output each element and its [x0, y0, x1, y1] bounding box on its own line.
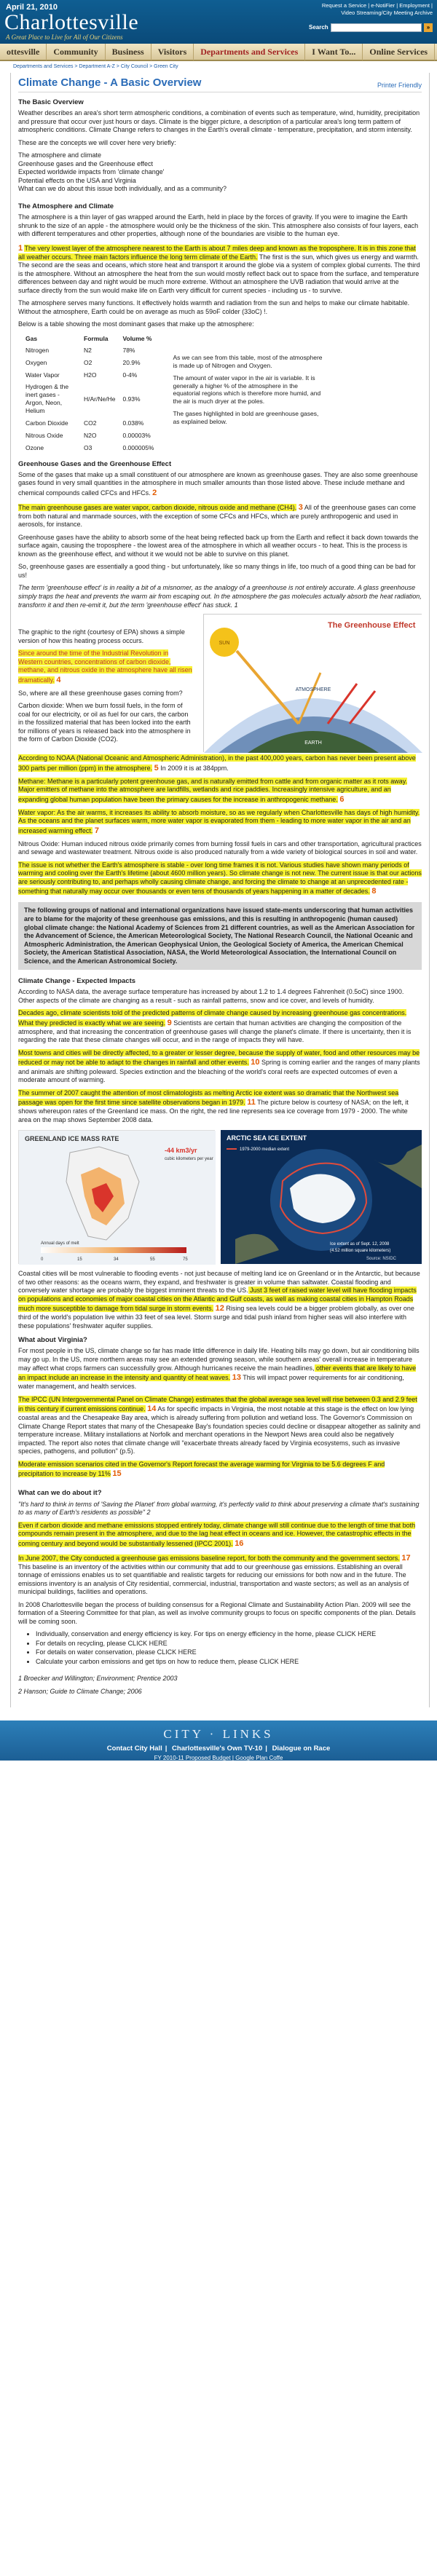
paragraph-text: This will impact power requirements for air conditioning, water management, and health services. [18, 1374, 404, 1391]
search-go-button[interactable]: » [424, 23, 433, 32]
paragraph-text: In 2009 it is at 384ppm. [158, 764, 229, 772]
table-header: Gas [25, 334, 38, 342]
header-date: April 21, 2010 [6, 3, 58, 12]
title-bar [18, 76, 422, 92]
highlighted-text: Most towns and cities will be directly affected, to a greater or lesser degree, because the supply of water, food and other resources may be reduced or may not be able to adapt to the changes in rainfall and other events. [18, 1048, 420, 1067]
action-p1 [18, 1522, 422, 1549]
table-row [25, 369, 161, 382]
highlighted-text: According to NOAA (National Oceanic and Atmospheric Administration), in the past 400,000 years, carbon has never been present above 300 parts per million (ppm) in the atmosphere. [18, 754, 416, 772]
concept-5: What can we do about this issue both individually, and as a community? [18, 185, 227, 193]
water-vapor-para [18, 809, 422, 836]
table-cell: 0.038% [122, 419, 144, 427]
greenhouse-p3: Greenhouse gases have the ability to absorb some of the heat being reflected back up from the Earth and reflect it back down towards the surface again, causing the troposphere - the lowest area of the atmosphere in which all weather occurs - to heat. This is the process is known as the greenhouse effect, and without it we would not be able to survive on this planet. [18, 533, 419, 558]
gas-notes [173, 333, 326, 454]
concept-4: Potential effects on the USA and Virginia [18, 176, 136, 184]
gas-note: As we can see from this table, most of the atmosphere is made up of Nitrogen and Oxygen. [173, 353, 323, 369]
nav-item-online-services[interactable]: Online Services [363, 43, 435, 60]
annotation-number: 5 [154, 763, 159, 773]
greenhouse-p4: So, greenhouse gases are essentially a good thing - but unfortunately, like so many things in life, too much of a good thing can be bad for us! [18, 563, 416, 579]
gas-table [25, 333, 161, 454]
site-tagline: A Great Place to Live for All of Our Citizens [6, 33, 123, 41]
annotation-number: 11 [247, 1098, 256, 1107]
table-cell: 0-4% [122, 371, 138, 379]
summer-para [18, 1089, 422, 1125]
paragraph-text: For most people in the US, climate change so far has made little difference in daily life. Heating bills may go down, but air conditioning bills may go up. In the US, more northern areas may see an extended growing season, while southern areas' overall increase in temperature may affect what crops farmers can successfully grow. Although hurricanes receive the main headlines, [18, 1347, 420, 1372]
highlighted-text: Decades ago, climate scientists told of the predicted patterns of climate change caused by increasing greenhouse gas concentrations. What they predicted is exactly what we are seeing. [18, 1009, 407, 1027]
noaa-para [18, 754, 422, 773]
greenhouse-quote: The term 'greenhouse effect' is in reality a bit of a misnomer, as the analogy of a greenhouse is not entirely accurate. A glass greenhouse simply traps the heat and prevents the warm air from escaping out. In the atmosphere the gas molecules actually absorb the heat radiation, transform it and then re-emit it, but the term 'greenhouse effect' has stuck. 1 [18, 584, 422, 609]
highlighted-text: The IPCC (UN Intergovernmental Panel on Climate Change) estimates that the global average sea level will rise between 0.3 and 2.9 feet in this century if current emissions continue. [18, 1395, 417, 1413]
atmosphere-p1: The atmosphere is a thin layer of gas wrapped around the Earth, held in place by the forces of gravity. If you were to imagine the Earth shrunk to the size of an apple - the atmosphere would only be the thickness of the skin. This atmosphere also consists of four layers, each with different temperatures and other properties, although none of the boundaries are visible to the human eye. [18, 213, 419, 238]
highlighted-text: Moderate emission scenarios cited in the Governor's Report forecast the average warming for Virginia to be 5.6 degrees F and precipitation to increase by 11% [18, 1460, 385, 1478]
table-cell: N2O [84, 431, 97, 439]
footer-links-2[interactable]: FY 2010-11 Proposed Budget | Google Plan Coffe [154, 1755, 283, 1762]
annotation-number: 1 [18, 243, 23, 253]
table-cell: Oxygen [25, 358, 47, 366]
highlighted-text: Since around the time of the Industrial Revolution in Western countries, concentrations of carbon dioxide, methane, and nitrous oxide in the atmosphere have all risen dramatically. [18, 649, 192, 684]
heading-action: What can we do about it? [18, 1489, 102, 1498]
gas-note: The gases highlighted in bold are greenhouse gases, as explained below. [173, 410, 319, 426]
virginia-p1 [18, 1347, 422, 1391]
virginia-p2 [18, 1396, 422, 1456]
highlighted-text: Methane: Methane is a particularly potent greenhouse gas, and is naturally emitted from cattle and from organic matter as it rots away. Major emitters of methane into the atmosphere are landfills, wetlands and rice paddies. Increasingly intensive agriculture, and an expanding global human population have been the primary causes for the increase in anthropogenic methane. [18, 777, 408, 803]
virginia-p3 [18, 1461, 422, 1479]
scale-tick: 34 [114, 1257, 119, 1263]
heading-impacts: Climate Change - Expected Impacts [18, 977, 136, 986]
page-title: Climate Change - A Basic Overview [18, 76, 202, 89]
coastal-para [18, 1270, 422, 1330]
heading-basic-overview: The Basic Overview [18, 98, 84, 107]
table-cell: Hydrogen & the inert gases - Argon, Neon, Helium [25, 383, 69, 415]
list-item[interactable]: • Individually, conservation and energy efficiency is key. For tips on energy efficiency in the home, please CLICK HERE [36, 1630, 422, 1639]
gas-note: The amount of water vapor in the air is variable. It is generally a higher % of the atmosphere in the equatorial regions which is therefore more humid, and the air is much dryer at the poles. [173, 374, 321, 406]
decades-para [18, 1009, 422, 1045]
heading-greenhouse: Greenhouse Gases and the Greenhouse Effect [18, 459, 172, 468]
annotation-number: 4 [56, 675, 61, 684]
scale-tick: 0 [41, 1257, 44, 1263]
table-row [25, 417, 161, 430]
greenland-map-svg [19, 1131, 216, 1265]
table-row [25, 430, 161, 442]
table-row [25, 344, 161, 357]
heading-atmosphere: The Atmosphere and Climate [18, 202, 114, 210]
nav-item-community[interactable]: Community [47, 43, 105, 60]
table-cell: N2 [84, 346, 92, 354]
annotation-number: 6 [339, 794, 345, 804]
greenhouse-graphic-section [18, 614, 422, 752]
content-frame [10, 73, 430, 1707]
sun-label: SUN [219, 641, 230, 647]
arctic-map-svg [221, 1130, 422, 1264]
nav-item-visitors[interactable]: Visitors [151, 43, 194, 60]
scale-tick: 15 [77, 1257, 82, 1263]
search-input[interactable] [331, 23, 422, 32]
issue-para [18, 861, 422, 897]
table-cell: Carbon Dioxide [25, 419, 68, 427]
table-cell: H/Ar/Ne/He [84, 395, 116, 403]
paragraph-text: The first is the sun, which gives us energy and warmth. The second are the seas and oceans, which store heat and transport it around the globe via a system of complex global currents. The third is the atmosphere. Without an atmosphere the heat from the sun would mostly reflect back out to space from the surface, and temperature differences between day and night would be much more extreme. Without an atmosphere the UVB radiation that would arrive at the surface directly from the sun would make life on Earth very difficult for current species - including us - to survive. [18, 253, 420, 294]
table-cell: O3 [84, 443, 92, 451]
greenhouse-p2 [18, 502, 422, 529]
highlighted-text: Water vapor: As the air warms, it increases its ability to absorb moisture, so as we regularly when Charlottesville has days of high humidity. As the oceans and the planet surfaces warm, more water vapor is evaporated from them - leading to more water vapor in the air and an increased warming effect. [18, 808, 420, 834]
list-item[interactable]: • For details on recycling, please CLICK HERE [36, 1640, 422, 1648]
scale-tick: 75 [183, 1257, 188, 1263]
footer-link-tv10[interactable]: Charlottesville's Own TV-10 [172, 1745, 263, 1753]
concept-2: Greenhouse gases and the Greenhouse effect [18, 159, 153, 167]
action-p2 [18, 1553, 422, 1597]
greenland-ice-chart [18, 1130, 215, 1264]
table-header-row [25, 333, 161, 344]
greenhouse-p1 [18, 471, 422, 498]
table-cell: Nitrous Oxide [25, 431, 63, 439]
so-where-para: So, where are all these greenhouse gases coming from? [18, 689, 183, 697]
earth-label: EARTH [304, 740, 322, 746]
most-towns-para [18, 1049, 422, 1085]
heading-virginia: What about Virginia? [18, 1336, 87, 1345]
city-links-logo: CITY · LINKS [163, 1727, 274, 1742]
greenhouse-diagram-svg [204, 615, 422, 753]
melt-scale-bar [41, 1247, 186, 1253]
annotation-number: 3 [298, 502, 303, 512]
scale-tick: 55 [150, 1257, 155, 1263]
table-cell: 78% [122, 346, 135, 354]
greenland-rate-value: -44 km3/yr [165, 1147, 197, 1155]
nav-item-home[interactable]: ottesville [0, 43, 47, 60]
annotation-number: 13 [232, 1373, 241, 1383]
graphic-text-column [18, 614, 193, 748]
highlighted-text: The main greenhouse gases are water vapor, carbon dioxide, nitrous oxide and methane (CH4). [18, 503, 297, 511]
header-link-row-1[interactable]: Request a Service | e-NotiFier | Employment | [321, 2, 433, 9]
scale-label: Annual days of melt [41, 1241, 79, 1246]
table-row [25, 442, 161, 454]
footer-links: Contact City Hall | Charlottesville's Own TV-10 | Dialogue on Race [106, 1745, 331, 1753]
main-nav [0, 44, 437, 61]
table-header: Volume % [122, 334, 152, 342]
table-cell: Nitrogen [25, 346, 50, 354]
organizations-callout: The following groups of national and international organizations have issued state-ments underscoring that human activities are to blame for the majority of these greenhouse gas emissions, and this is resulting in anthropogenic (human caused) global climate change: the National Academy of Sciences from 21 different countries, as well as the American Association for the Advancement of Science, the American Meteorological Society, The National Research Council, the National Oceanic and Atmospheric Administration, the American Geophysical Union, the Geological Society of America, the American Chemical Society, the American Statistical Association, NASA, the World Meteorological Association, the International Council on Science, and the American Astronomical Society. [18, 902, 422, 970]
site-header [0, 0, 437, 44]
table-cell: 0.000005% [122, 443, 154, 451]
site-footer [0, 1720, 437, 1761]
table-cell: H2O [84, 371, 97, 379]
industrial-para [18, 649, 193, 685]
footer-link-contact[interactable]: Contact City Hall [106, 1745, 162, 1753]
arctic-chart-title: ARCTIC SEA ICE EXTENT [227, 1134, 307, 1142]
diagram-title: The Greenhouse Effect [328, 621, 416, 631]
greenhouse-effect-diagram [203, 614, 422, 752]
highlighted-text: Even if carbon dioxide and methane emissions stopped entirely today, climate change will still continue due to the length of time that both compounds remain present in the atmosphere, and due to the lag heat effect in oceans and ice. However, the catastrophic effects in the coming century and beyond would be substantially lessened (IPCC 2001). [18, 1521, 416, 1547]
gas-table-lead: Below is a table showing the most dominant gases that make up the atmosphere: [18, 320, 254, 328]
reference-1: 1 Broecker and Willington; Environment; Prentice 2003 [18, 1675, 178, 1683]
nav-item-departments[interactable]: Departments and Services [194, 43, 305, 60]
gas-section [25, 333, 422, 454]
nav-item-i-want-to[interactable]: I Want To... [305, 43, 363, 60]
annotation-number: 9 [167, 1018, 172, 1027]
co2-para: Carbon dioxide: When we burn fossil fuels, in the form of coal for our electricity, or oil as fuel for our cars, the carbon in the fossilized material that has been locked into the earth for millions of years is released back into the atmosphere in the form of Carbon Dioxide (CO2). [18, 702, 191, 743]
paragraph-text: This baseline is an inventory of the activities within our community that add to our greenhouse gas emissions. Establishing an overall tonnage of emissions enables us to set quantifiable and realistic targets for reducing our emissions for both now and in the future. The emissions inventory is an analysis of City residential, commercial, industrial, transportation and waste sectors; as well as an analysis of municipal buildings, facilities and operations. [18, 1562, 409, 1596]
printer-friendly-link[interactable]: Printer Friendly [377, 81, 422, 89]
highlighted-text: The summer of 2007 caught the attention of most climatologists as melting Arctic ice extent was so dramatic that the Northwest sea passage was open for the first time since satellite observations began in 1979. [18, 1089, 399, 1107]
arctic-legend: 1979-2000 median extent [240, 1147, 290, 1153]
table-header: Formula [84, 334, 109, 342]
concepts-lead: These are the concepts we will cover here very briefly: [18, 138, 176, 146]
annotation-number: 2 [152, 488, 157, 497]
highlighted-text: other events that are likely to have an impact include an increase in the intensity and quantity of heat waves. [18, 1364, 417, 1382]
tips-list [36, 1630, 422, 1666]
annotation-number: 16 [235, 1538, 244, 1548]
paragraph-text: Some of the gases that make up a small constituent of our atmosphere are known as greenhouse gases. They are also some greenhouse gases found in very small quantities in the atmosphere in much smaller amounts than those listed above. These include methane and chemical compounds called CFCs and HFCs. [18, 470, 418, 497]
annotation-number: 14 [147, 1404, 157, 1414]
table-cell: 0.00003% [122, 431, 151, 439]
nitrous-oxide-para: Nitrous Oxide: Human induced nitrous oxide primarily comes from burning fossil fuels in cars and other transportation, agricultural practices and sewage and wastewater treatment. Nitrous oxide is also produced naturally from a wide variety of biological sources in soil and water. [18, 839, 422, 856]
header-link-row-2[interactable]: Video Streaming/City Meeting Archive [341, 9, 433, 17]
header-search [309, 22, 433, 33]
paragraph-text: Coastal cities will be most vulnerable to flooding events - not just because of melting land ice on Greenland or in the Antarctic, but because of two other reasons: as the oceans warm, they expand, and freshwater is greater in volume than saltwater. Coastal flooding and conversely water shortage are probably the biggest imminent threats to the US. [18, 1270, 420, 1295]
atmosphere-p3: The atmosphere serves many functions. It effectively holds warmth and radiation from the sun and helps to make our climate habitable. Without the atmosphere, Earth could be on average as much as 59oF colder (33oC) !. [18, 299, 410, 315]
arctic-caption: Ice extent as of Sept. 12, 2008 [330, 1242, 390, 1247]
arctic-caption-2: (4.52 million square kilometers) [330, 1249, 391, 1254]
atmosphere-label: ATMOSPHERE [295, 687, 331, 693]
concept-1: The atmosphere and climate [18, 151, 102, 159]
table-cell: Water Vapor [25, 371, 60, 379]
highlighted-text: In June 2007, the City conducted a greenhouse gas emissions baseline report, for both the community and the government sectors. [18, 1554, 400, 1562]
table-row [25, 357, 161, 369]
overview-intro: Weather describes an area's short term atmospheric conditions, a combination of events such as temperature, wind, humidity, precipitation and pressure that occur over just hours or days. Climate is the bigger picture, a description of a particular area's long term pattern of atmospheric conditions. Climate Change refers to changes in the Earth's overall climate - temperature, precipitation, and storm intensity. [18, 109, 420, 134]
arctic-sea-ice-chart [221, 1130, 422, 1264]
table-cell: 0.93% [122, 395, 141, 403]
footer-link-dialogue[interactable]: Dialogue on Race [272, 1745, 331, 1753]
search-label: Search [309, 23, 328, 31]
nav-item-business[interactable]: Business [106, 43, 151, 60]
annotation-number: 10 [251, 1058, 260, 1067]
table-cell: 20.9% [122, 358, 141, 366]
list-item[interactable]: • Calculate your carbon emissions and get tips on how to reduce them, please CLICK HERE [36, 1658, 422, 1667]
highlighted-text: The issue is not whether the Earth's atmosphere is stable - over long time frames it is not. Various studies have shown many periods of warming and cooling over the Earth's lifetime (about 4600 million years). So climate change is not new. The current issue is that our actions are seriously contributing to, and perhaps wholly causing climate change, and forcing the climate to change at an unprecedented rate - something that naturally may occur over thousands or even tens of thousands of years happening in a matter of decades. [18, 861, 422, 896]
greenland-rate-note: cubic kilometers per year [165, 1157, 213, 1162]
table-cell: Ozone [25, 443, 44, 451]
paragraph-text: Spring is coming earlier and the ranges of many plants and animals are shifting poleward. Species extinction and the bleaching of the world's coral reefs are expected outcomes of even a moderate amount of warming. [18, 1059, 420, 1084]
breadcrumb[interactable]: Departments and Services > Department A-Z > City Council > Green City [0, 61, 437, 73]
table-cell: CO2 [84, 419, 97, 427]
paragraph-text: All of the greenhouse gases can come from both natural and manmade sources, with the exception of some CFCs and HFCs, which are purely anthropogenic and used in aerosols, for instance. [18, 503, 416, 529]
annotation-number: 7 [94, 826, 100, 835]
paragraph-text: As for specific impacts in Virginia, the most notable at this stage is the effect on low lying coastal areas and the Chesapeake Bay area, which is already suffering from pollution and wetland loss. The Governor's Commission on Climate Change Report states that many of the Chesapeake Bay's foundation species could decline or disappear altogether as salinity and temperature increase. Military installations at Norfolk and merchant operations in the Newport News area could also be negatively impacted. The report also notes that climate change will "exacerbate threats already faced by Virginia ecosystems, such as invasive species, pathogens, and pollution" (p.5). [18, 1405, 421, 1455]
table-cell: O2 [84, 358, 92, 366]
annotation-number: 17 [401, 1553, 411, 1562]
reference-2: 2 Hanson; Guide to Climate Change; 2006 [18, 1687, 142, 1695]
site-title[interactable]: Charlottesville [4, 10, 139, 34]
greenland-chart-title: GREENLAND ICE MASS RATE [25, 1135, 119, 1143]
action-p3: In 2008 Charlottesville began the process of building consensus for a Regional Climate and Sustainability Action Plan. 2009 will see the formation of a Steering Committee for that plan, as well as involve community groups to focus on specific components of the plan. Details will be coming soon. [18, 1600, 416, 1625]
annotation-number: 8 [371, 887, 377, 896]
header-links [309, 2, 433, 17]
paragraph-text: The picture below is courtesy of NASA; on the left, it shows whereupon rates of the Greenland ice mass. On the right, the red line represents sea ice coverage from 1979 - 2000. The white area on the map shows September 2008 data. [18, 1099, 409, 1123]
atmosphere-p2 [18, 243, 422, 296]
methane-para [18, 778, 422, 805]
impacts-p1: According to NASA data, the average surface temperature has increased by about 1.2 to 1.4 degrees Fahrenheit (0.5oC) since 1900. Other aspects of the climate are changing as a result - such as rainfall patterns, snow and ice cover, and levels of humidity. [18, 988, 404, 1004]
highlighted-text: Just 3 feet of raised water level will have flooding impacts on populations and economies of major coastal cities on the Atlantic and Gulf coasts, as well as making coastal cities in Hampton Roads much more susceptible to damage from tidal surge in storm events. [18, 1287, 417, 1313]
list-item[interactable]: • For details on water conservation, please CLICK HERE [36, 1648, 422, 1657]
concept-3: Expected worldwide impacts from 'climate change' [18, 168, 165, 176]
arctic-source: Source: NSIDC [366, 1257, 397, 1262]
paragraph-text: Rising sea levels could be a bigger problem globally, as over one third of the world's population live within 33 feet of sea level. Storm surge and tidal push inland from higher seas will also interfere with these populations' freshwater aquifer supplies. [18, 1305, 414, 1330]
highlighted-text: The very lowest layer of the atmosphere nearest to the Earth is about 7 miles deep and known as the troposphere. It is in this zone that all weather occurs. Three main factors influence the long term climate of the Earth. [18, 244, 416, 261]
ice-images [18, 1130, 422, 1264]
graphic-lead: The graphic to the right (courtesy of EPA) shows a simple version of how this heating process occurs. [18, 628, 185, 644]
paragraph-text: Scientists are certain that human activities are changing the composition of the atmosphere, and that increasing the concentration of greenhouse gases will change the planet's climate. If there is uncertainty, then it is regarding the rate that these climate changes will occur, and in the range of impacts they will have. [18, 1019, 412, 1044]
annotation-number: 15 [112, 1469, 122, 1479]
table-row [25, 381, 161, 417]
action-quote: "It's hard to think in terms of 'Saving the Planet' from global warming, it's perfectly valid to think about preserving a climate that's sustaining to as many of Earth's residents as possible" 2 [18, 1500, 420, 1517]
annotation-number: 12 [215, 1304, 224, 1313]
